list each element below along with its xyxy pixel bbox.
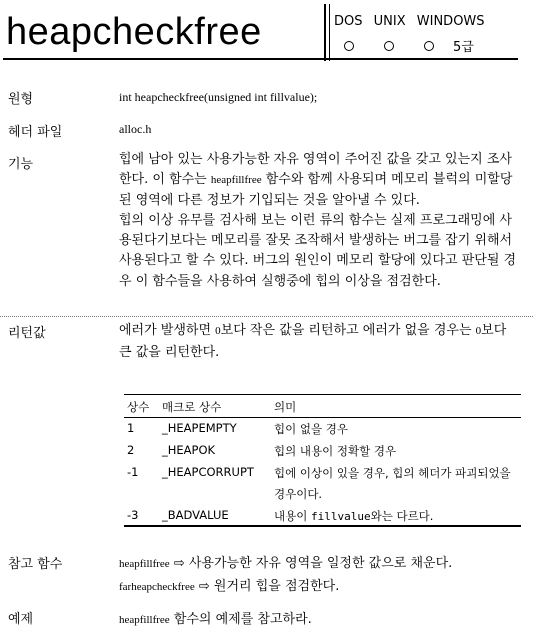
related-func-name: heapfillfree xyxy=(119,558,170,570)
level-badge: 5급 xyxy=(453,40,474,55)
platform-list xyxy=(334,14,492,29)
function-text-2: 힙의 이상 유무를 검사해 보는 이런 류의 함수는 실제 프로그래밍에 사용된다기보다는 메모리를 잘못 조작해서 발생하는 버그를 잡기 위해서 사용된다고 할 수 있다. 버그의 원인이 메모리 할당에 있다고 판단될 경우 이 함수들을 사용하여 실행중에 힙의 이상을 점검한다. xyxy=(119,212,517,289)
function-label: 기능 xyxy=(8,157,34,172)
row-meaning-b: 와는 다르다. xyxy=(370,509,434,523)
return-text-a: 에러가 발생하면 xyxy=(119,323,216,338)
unix-support-circle-icon xyxy=(384,41,394,51)
function-text-1b: 함수와 함께 사용되며 메모리 블럭의 미할당된 영역에 다른 정보가 기입되는 것을 알아낼 수 있다. xyxy=(119,172,513,208)
row-meaning-code: fillvalue xyxy=(310,510,371,523)
function-description xyxy=(119,150,521,292)
page-title: heapcheckfree xyxy=(6,11,262,53)
section-divider xyxy=(0,316,533,317)
example-text xyxy=(119,608,312,627)
header-rule xyxy=(3,58,518,60)
return-zero-2: 0 xyxy=(475,325,482,337)
row-macro: _HEAPOK xyxy=(162,443,216,457)
related-func-name: farheapcheckfree xyxy=(119,581,195,593)
row-macro: _BADVALUE xyxy=(162,508,229,522)
row-macro: _HEAPEMPTY xyxy=(162,421,237,435)
table-header-value: 상수 xyxy=(127,400,150,414)
row-meaning-a: 내용이 xyxy=(274,509,311,523)
row-value: -3 xyxy=(127,508,139,522)
platform-dos: DOS xyxy=(334,14,363,29)
row-meaning: 힙에 이상이 있을 경우, 힙의 헤더가 파괴되었을 경우이다. xyxy=(274,466,511,501)
arrow-right-icon: ⇨ xyxy=(173,556,185,571)
header-divider xyxy=(324,4,326,61)
example-label: 예제 xyxy=(8,612,34,627)
function-text-1a: 힙에 남아 있는 사용가능한 자유 영역이 주어진 값을 갖고 있는지 조사한다. 이 함수는 xyxy=(119,152,512,188)
row-value: -1 xyxy=(127,465,139,479)
row-value: 1 xyxy=(127,421,135,435)
return-text-b: 보다 작은 값을 리턴하고 에러가 없을 경우는 xyxy=(220,323,476,338)
table-header-macro: 매크로 상수 xyxy=(162,400,222,414)
return-description xyxy=(119,320,521,363)
arrow-right-icon: ⇨ xyxy=(198,579,210,594)
related-label: 참고 함수 xyxy=(8,557,63,572)
table-bottom-rule xyxy=(124,525,521,527)
related-item xyxy=(119,575,339,594)
row-value: 2 xyxy=(127,443,135,457)
row-meaning xyxy=(274,506,522,527)
row-meaning: 힙이 없을 경우 xyxy=(274,422,348,436)
prototype-label: 원형 xyxy=(8,92,34,107)
table-top-rule xyxy=(124,394,521,395)
header-divider-inner xyxy=(329,4,330,61)
return-label: 리턴값 xyxy=(8,326,46,341)
platform-unix: UNIX xyxy=(373,14,406,29)
related-func-desc: 사용가능한 자유 영역을 일정한 값으로 채운다. xyxy=(188,556,453,571)
return-text-c: 보다 큰 값을 리턴한다. xyxy=(119,323,507,360)
row-meaning: 힙의 내용이 정확할 경우 xyxy=(274,444,397,458)
windows-support-circle-icon xyxy=(424,41,434,51)
related-item xyxy=(119,552,452,571)
header-file-value: alloc.h xyxy=(119,122,152,136)
return-zero-1: 0 xyxy=(215,325,221,337)
row-macro: _HEAPCORRUPT xyxy=(162,465,254,479)
related-func-desc: 원거리 힙을 점검한다. xyxy=(213,579,340,594)
table-header-meaning: 의미 xyxy=(274,400,297,414)
example-desc: 함수의 예제를 참고하라. xyxy=(169,612,312,627)
table-header-rule xyxy=(124,417,521,418)
header-file-label: 헤더 파일 xyxy=(8,125,63,140)
prototype-value: int heapcheckfree(unsigned int fillvalue); xyxy=(119,90,318,104)
function-ref-heapfillfree: heapfillfree xyxy=(210,174,262,187)
dos-support-circle-icon xyxy=(344,41,354,51)
example-func-name: heapfillfree xyxy=(119,614,170,626)
platform-windows: WINDOWS xyxy=(416,14,485,29)
